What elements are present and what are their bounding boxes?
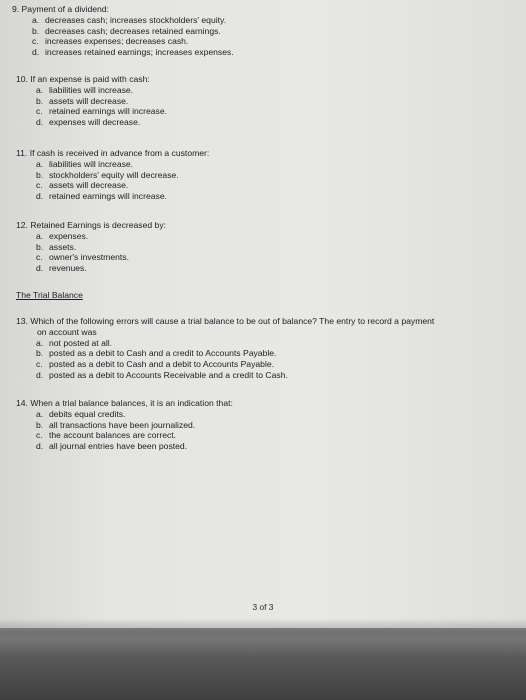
question-stem: 9. Payment of a dividend: bbox=[12, 4, 109, 14]
question-stem: 11. If cash is received in advance from a customer: bbox=[16, 148, 210, 158]
option-b: b. stockholders' equity will decrease. bbox=[36, 169, 179, 180]
option-d: d. revenues. bbox=[36, 263, 87, 274]
option-c: c. posted as a debit to Cash and a debit to Accounts Payable. bbox=[36, 359, 275, 370]
question-11 bbox=[16, 148, 526, 202]
option-c: c. assets will decrease. bbox=[36, 180, 129, 191]
section-title-trial-balance: The Trial Balance bbox=[16, 290, 83, 300]
option-d: d. increases retained earnings; increases expenses. bbox=[32, 47, 234, 58]
option-d: d. all journal entries have been posted. bbox=[36, 441, 188, 452]
question-stem: 14. When a trial balance balances, it is an indication that: bbox=[16, 398, 233, 408]
option-a: a. liabilities will increase. bbox=[36, 84, 134, 95]
option-a: a. decreases cash; increases stockholders' equity. bbox=[32, 14, 227, 25]
page-fold-shadow bbox=[0, 618, 526, 642]
question-9 bbox=[12, 4, 522, 58]
option-b: b. decreases cash; decreases retained earnings. bbox=[32, 25, 221, 36]
option-d: d. retained earnings will increase. bbox=[36, 191, 167, 202]
question-stem: 12. Retained Earnings is decreased by: bbox=[16, 220, 167, 230]
option-a: a. liabilities will increase. bbox=[36, 158, 134, 169]
option-a: a. expenses. bbox=[36, 230, 89, 241]
page-number: 3 of 3 bbox=[252, 602, 274, 612]
question-13 bbox=[16, 316, 526, 381]
option-b: b. posted as a debit to Cash and a credit to Accounts Payable. bbox=[36, 348, 277, 359]
option-c: c. increases expenses; decreases cash. bbox=[32, 36, 189, 47]
option-c: c. the account balances are correct. bbox=[36, 430, 177, 441]
option-d: d. posted as a debit to Accounts Receivable and a credit to Cash. bbox=[36, 369, 288, 380]
option-b: b. all transactions have been journalized. bbox=[36, 419, 196, 430]
option-c: c. retained earnings will increase. bbox=[36, 106, 167, 117]
question-stem-continued: on account was bbox=[37, 326, 97, 337]
question-stem: 13. Which of the following errors will cause a trial balance to be out of balance? The entry to record a payment bbox=[16, 316, 435, 326]
option-d: d. expenses will decrease. bbox=[36, 117, 141, 128]
question-10 bbox=[16, 74, 526, 128]
question-12 bbox=[16, 220, 526, 274]
option-b: b. assets will decrease. bbox=[36, 95, 129, 106]
option-a: a. debits equal credits. bbox=[36, 408, 126, 419]
option-c: c. owner's investments. bbox=[36, 252, 129, 263]
option-a: a. not posted at all. bbox=[36, 337, 113, 348]
question-stem: 10. If an expense is paid with cash: bbox=[16, 74, 150, 84]
question-14 bbox=[16, 398, 526, 452]
option-b: b. assets. bbox=[36, 241, 77, 252]
